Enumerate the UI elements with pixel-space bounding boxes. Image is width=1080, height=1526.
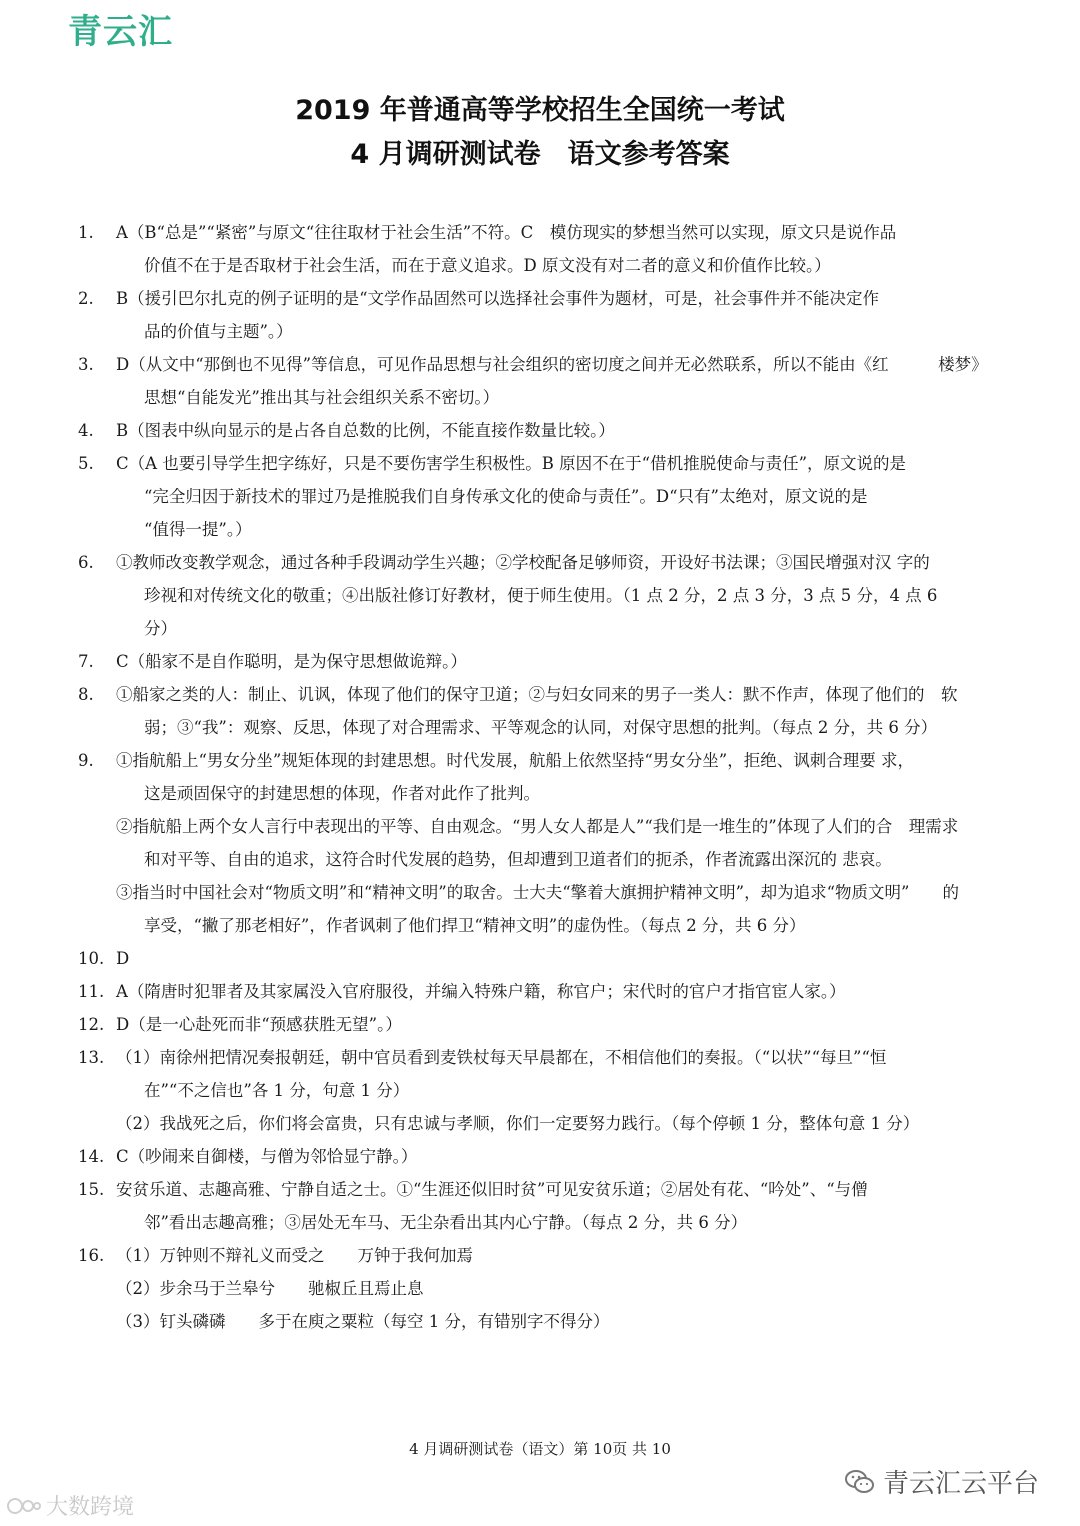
answer-body [116, 546, 1018, 645]
watermark-dashujingjing [6, 1490, 134, 1521]
answer-line: 和对平等、自由的追求，这符合时代发展的趋势，但却遭到卫道者们的扼杀，作者流露出深沉的 悲哀。 [144, 850, 892, 869]
question-number: 6. [78, 553, 94, 572]
answer-item-9 [78, 744, 1018, 942]
answer-line: （3）钉头磷磷 多于在庾之粟粒（每空 1 分，有错别字不得分） [116, 1312, 610, 1331]
question-number: 4. [78, 421, 94, 440]
answer-line: 弱；③“我”：观察、反思，体现了对合理需求、平等观念的认同，对保守思想的批判。（每点 2 分，共 6 分） [144, 718, 938, 737]
answer-line: 思想“自能发光”推出其与社会组织关系不密切。） [144, 388, 500, 407]
answer-line: 享受，“撇了那老相好”，作者讽刺了他们捍卫“精神文明”的虚伪性。（每点 2 分，共 6 分） [144, 916, 806, 935]
answer-body [116, 1173, 1018, 1239]
watermark-text: 青云汇云平台 [883, 1469, 1040, 1499]
watermark-icon [6, 1495, 42, 1517]
answer-line: ③指当时中国社会对“物质文明”和“精神文明”的取舍。士大夫“擎着大旗拥护精神文明”，却为追求“物质文明” 的 [116, 883, 959, 902]
answer-item-16 [78, 1239, 1018, 1338]
answer-point [116, 810, 1018, 876]
answer-body [116, 216, 1018, 282]
question-number: 11. [78, 982, 105, 1001]
question-number: 13. [78, 1048, 105, 1067]
answer-line: （1）万钟则不辩礼义而受之 万钟于我何加焉 [116, 1246, 473, 1265]
answer-item [78, 447, 1018, 546]
question-number: 16. [78, 1246, 105, 1265]
answer-line: （2）步余马于兰皋兮 驰椒丘且焉止息 [116, 1279, 424, 1298]
answer-item [78, 546, 1018, 645]
answer-line: A（B“总是”“紧密”与原文“往往取材于社会生活”不符。C 模仿现实的梦想当然可以实现，原文只是说作品 [116, 223, 897, 242]
answer-body [116, 744, 1018, 942]
page-footer: 4 月调研测试卷（语文）第 10页 共 10 [409, 1440, 671, 1458]
answer-item [78, 414, 1018, 447]
exam-title: 2019 年普通高等学校招生全国统一考试 [295, 95, 785, 126]
answer-line: B（图表中纵向显示的是占各自总数的比例，不能直接作数量比较。） [116, 421, 615, 440]
answer-item [78, 975, 1018, 1008]
answers-1-8 [78, 216, 1018, 744]
answer-point [116, 744, 1018, 810]
answer-point [116, 1107, 1018, 1140]
answer-list [78, 216, 1018, 1338]
answer-item [78, 678, 1018, 744]
answer-item [78, 1140, 1018, 1173]
answer-line: 邻”看出志趣高雅；③居处无车马、无尘杂看出其内心宁静。（每点 2 分，共 6 分） [144, 1213, 748, 1232]
answer-line: “完全归因于新技术的罪过乃是推脱我们自身传承文化的使命与责任”。D“只有”太绝对，原文说的是 [144, 487, 868, 506]
qingyunhui-logo: 青云汇 [68, 12, 173, 52]
answer-line: ①船家之类的人：制止、讥讽，体现了他们的保守卫道；②与妇女同来的男子一类人：默不作声，体现了他们的 软 [116, 685, 958, 704]
question-number: 5. [78, 454, 94, 473]
answer-line: C（船家不是自作聪明，是为保守思想做诡辩。） [116, 652, 467, 671]
answer-body [116, 975, 1018, 1008]
question-number: 7. [78, 652, 94, 671]
answer-line: ①教师改变教学观念，通过各种手段调动学生兴趣；②学校配备足够师资，开设好书法课；③国民增强对汉 字的 [116, 553, 930, 572]
answer-line: ②指航船上两个女人言行中表现出的平等、自由观念。“男人女人都是人”“我们是一堆生的”体现了人们的合 理需求 [116, 817, 959, 836]
answer-point [116, 1041, 1018, 1107]
answer-line: 珍视和对传统文化的敬重；④出版社修订好教材，便于师生使用。（1 点 2 分，2 点 3 分，3 点 5 分，4 点 6 [144, 586, 938, 605]
answer-body [116, 282, 1018, 348]
answer-item [78, 216, 1018, 282]
answer-item [78, 1008, 1018, 1041]
answer-item [78, 348, 1018, 414]
answer-line: D（是一心赴死而非“预感获胜无望”。） [116, 1015, 402, 1034]
answer-body [116, 645, 1018, 678]
answer-body [116, 348, 1018, 414]
question-number: 14. [78, 1147, 105, 1166]
answer-body [116, 1239, 1018, 1338]
answer-body [116, 414, 1018, 447]
answer-line: 在”“不之信也”各 1 分，句意 1 分） [144, 1081, 410, 1100]
answer-line: 品的价值与主题”。） [144, 322, 293, 341]
watermark-text: 大数跨境 [46, 1495, 135, 1520]
answer-point [116, 876, 1018, 942]
wechat-icon [845, 1469, 875, 1495]
answer-line: ①指航船上“男女分坐”规矩体现的封建思想。时代发展，航船上依然坚持“男女分坐”，拒绝、讽刺合理要 求， [116, 751, 914, 770]
question-number: 15. [78, 1180, 105, 1199]
answer-line: D（从文中“那倒也不见得”等信息，可见作品思想与社会组织的密切度之间并无必然联系，所以不能由《红 楼梦》 [116, 355, 988, 374]
answer-line: A（隋唐时犯罪者及其家属没入官府服役，并编入特殊户籍，称官户；宋代时的官户才指官宦人家。） [116, 982, 846, 1001]
question-number: 2. [78, 289, 94, 308]
answer-line: 分） [144, 619, 177, 638]
answer-body [116, 678, 1018, 744]
exam-subtitle: 4 月调研测试卷 语文参考答案 [350, 139, 730, 170]
answer-item [78, 942, 1018, 975]
question-number: 3. [78, 355, 94, 374]
answer-item [78, 645, 1018, 678]
question-number: 10. [78, 949, 105, 968]
answer-line: B（援引巴尔扎克的例子证明的是“文学作品固然可以选择社会事件为题材，可是，社会事件并不能决定作 [116, 289, 880, 308]
answer-body [116, 1008, 1018, 1041]
question-number: 9. [78, 751, 94, 770]
answer-body [116, 447, 1018, 546]
answer-item-13 [78, 1041, 1018, 1140]
answer-line: 价值不在于是否取材于社会生活，而在于意义追求。D 原文没有对二者的意义和价值作比较。） [144, 256, 831, 275]
answer-item [78, 1173, 1018, 1239]
question-number: 12. [78, 1015, 105, 1034]
answer-item [78, 282, 1018, 348]
answer-line: 安贫乐道、志趣高雅、宁静自适之士。①“生涯还似旧时贫”可见安贫乐道；②居处有花、“吟处”、“与僧 [116, 1180, 868, 1199]
answers-10-12 [78, 942, 1018, 1041]
answer-body [116, 942, 1018, 975]
answer-line: “值得一提”。） [144, 520, 252, 539]
answer-line: C（吵闹来自御楼，与僧为邻恰显宁静。） [116, 1147, 418, 1166]
answer-body [116, 1041, 1018, 1140]
answer-line: D [116, 949, 130, 968]
answer-line: （1）南徐州把情况奏报朝廷，朝中官员看到麦铁杖每天早晨都在，不相信他们的奏报。（“以状”“每旦”“恒 [116, 1048, 887, 1067]
watermark-qingyunhui [845, 1463, 1039, 1500]
answer-body [116, 1140, 1018, 1173]
answer-line: （2）我战死之后，你们将会富贵，只有忠诚与孝顺，你们一定要努力践行。（每个停顿 1 分，整体句意 1 分） [116, 1114, 920, 1133]
answers-14-15 [78, 1140, 1018, 1239]
question-number: 8. [78, 685, 94, 704]
answer-line: 这是顽固保守的封建思想的体现，作者对此作了批判。 [144, 784, 540, 803]
question-number: 1. [78, 223, 94, 242]
answer-line: C（A 也要引导学生把字练好，只是不要伤害学生积极性。B 原因不在于“借机推脱使命与责任”，原文说的是 [116, 454, 907, 473]
